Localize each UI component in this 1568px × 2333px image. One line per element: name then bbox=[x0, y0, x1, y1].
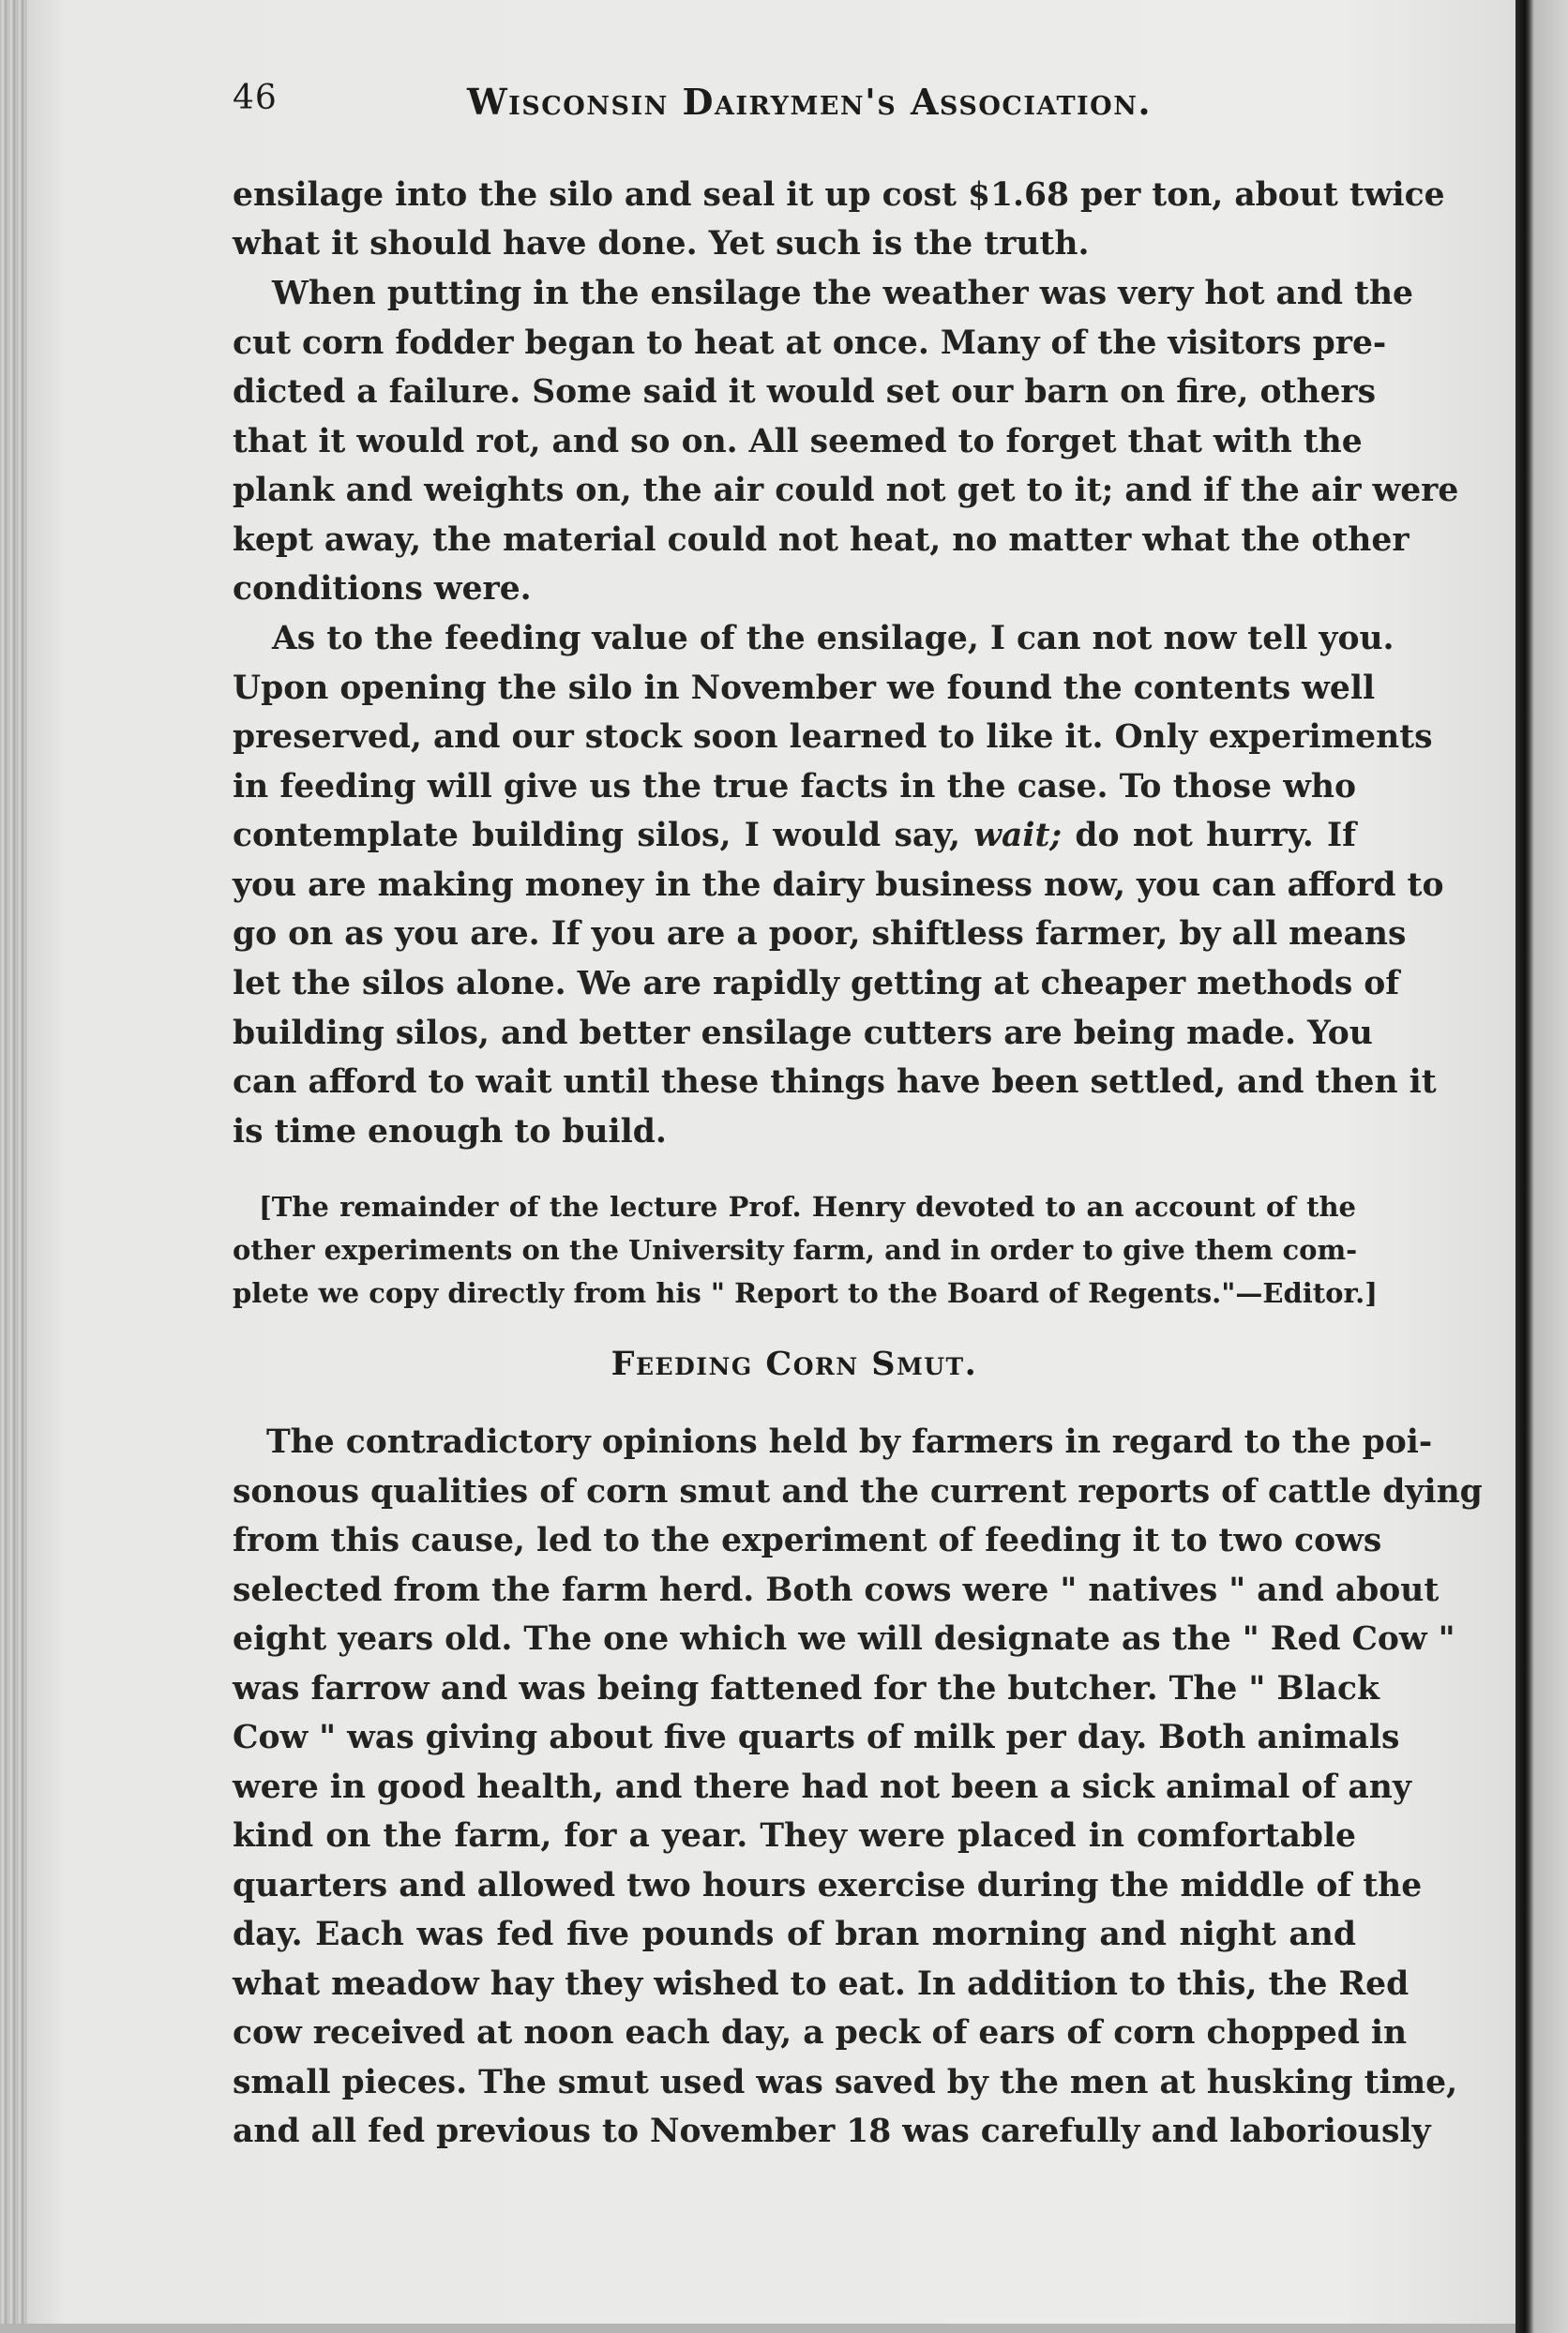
text-line: As to the feeding value of the ensilage, I can not now tell you. bbox=[272, 620, 1395, 657]
editor-note-line: [The remainder of the lecture Prof. Henry devoted to an account of the bbox=[259, 1191, 1356, 1223]
text-line: quarters and allowed two hours exercise during the middle of the bbox=[233, 1867, 1423, 1904]
text-line: conditions were. bbox=[233, 570, 532, 608]
text-line: The contradictory opinions held by farmers in regard to the poi- bbox=[266, 1423, 1433, 1461]
page-header bbox=[233, 75, 1358, 131]
text-line: let the silos alone. We are rapidly getting at cheaper methods of bbox=[233, 965, 1400, 1002]
running-title: Wisconsin Dairymen's Association. bbox=[467, 81, 1153, 123]
editor-note-line: plete we copy directly from his " Report to the Board of Regents."—Editor.] bbox=[233, 1277, 1378, 1309]
text-line: cow received at noon each day, a peck of ears of corn chopped in bbox=[233, 2014, 1408, 2052]
text-line: what it should have done. Yet such is the truth. bbox=[233, 225, 1090, 263]
text-line: was farrow and was being fattened for the butcher. The " Black bbox=[233, 1670, 1380, 1708]
text-line: eight years old. The one which we will designate as the " Red Cow " bbox=[233, 1620, 1455, 1658]
text-line: cut corn fodder began to heat at once. Many of the visitors pre- bbox=[233, 324, 1387, 362]
text-line: Upon opening the silo in November we found the contents well bbox=[233, 670, 1376, 707]
section-heading: Feeding Corn Smut. bbox=[611, 1345, 978, 1383]
text-line: When putting in the ensilage the weather was very hot and the bbox=[272, 275, 1414, 312]
text-line: selected from the farm herd. Both cows were " natives " and about bbox=[233, 1572, 1440, 1609]
text-line: ensilage into the silo and seal it up cost $1.68 per ton, about twice bbox=[233, 176, 1445, 214]
italic-emphasis: wait; bbox=[973, 817, 1063, 854]
text-line: sonous qualities of corn smut and the current reports of cattle dying bbox=[233, 1473, 1483, 1511]
text-line: building silos, and better ensilage cutters are being made. You bbox=[233, 1015, 1373, 1052]
text-line-with-italic bbox=[233, 817, 1356, 854]
text-line: Cow " was giving about five quarts of milk per day. Both animals bbox=[233, 1719, 1400, 1756]
text-line: plank and weights on, the air could not get to it; and if the air were bbox=[233, 472, 1459, 509]
text-line: you are making money in the dairy business now, you can afford to bbox=[233, 866, 1444, 904]
text-line: kind on the farm, for a year. They were placed in comfortable bbox=[233, 1817, 1356, 1855]
text-line: that it would rot, and so on. All seemed to forget that with the bbox=[233, 423, 1363, 460]
text-line: small pieces. The smut used was saved by the men at husking time, bbox=[233, 2064, 1458, 2101]
text-line: kept away, the material could not heat, no matter what the other bbox=[233, 521, 1410, 559]
text-line: can afford to wait until these things have been settled, and then it bbox=[233, 1063, 1437, 1101]
text-line: in feeding will give us the true facts in the case. To those who bbox=[233, 768, 1356, 805]
text-fragment: contemplate building silos, I would say, bbox=[233, 817, 974, 854]
text-line: what meadow hay they wished to eat. In addition to this, the Red bbox=[233, 1965, 1410, 2003]
text-line: preserved, and our stock soon learned to like it. Only experiments bbox=[233, 718, 1433, 756]
text-line: from this cause, led to the experiment of feeding it to two cows bbox=[233, 1522, 1382, 1559]
text-line: dicted a failure. Some said it would set our barn on fire, others bbox=[233, 373, 1377, 411]
text-line: day. Each was fed five pounds of bran morning and night and bbox=[233, 1916, 1356, 1953]
page-shadow-edge bbox=[1515, 0, 1568, 2333]
text-fragment: do not hurry. If bbox=[1062, 817, 1357, 854]
text-line: is time enough to build. bbox=[233, 1113, 667, 1151]
page-bottom-edge bbox=[0, 2324, 1515, 2333]
page-number: 46 bbox=[233, 79, 278, 117]
book-binding-edge bbox=[0, 0, 28, 2333]
text-line: were in good health, and there had not been a sick animal of any bbox=[233, 1769, 1411, 1806]
text-line: go on as you are. If you are a poor, shiftless farmer, by all means bbox=[233, 915, 1407, 953]
editor-note-line: other experiments on the University farm, and in order to give them com- bbox=[233, 1234, 1358, 1266]
text-line: and all fed previous to November 18 was carefully and laboriously bbox=[233, 2113, 1431, 2150]
